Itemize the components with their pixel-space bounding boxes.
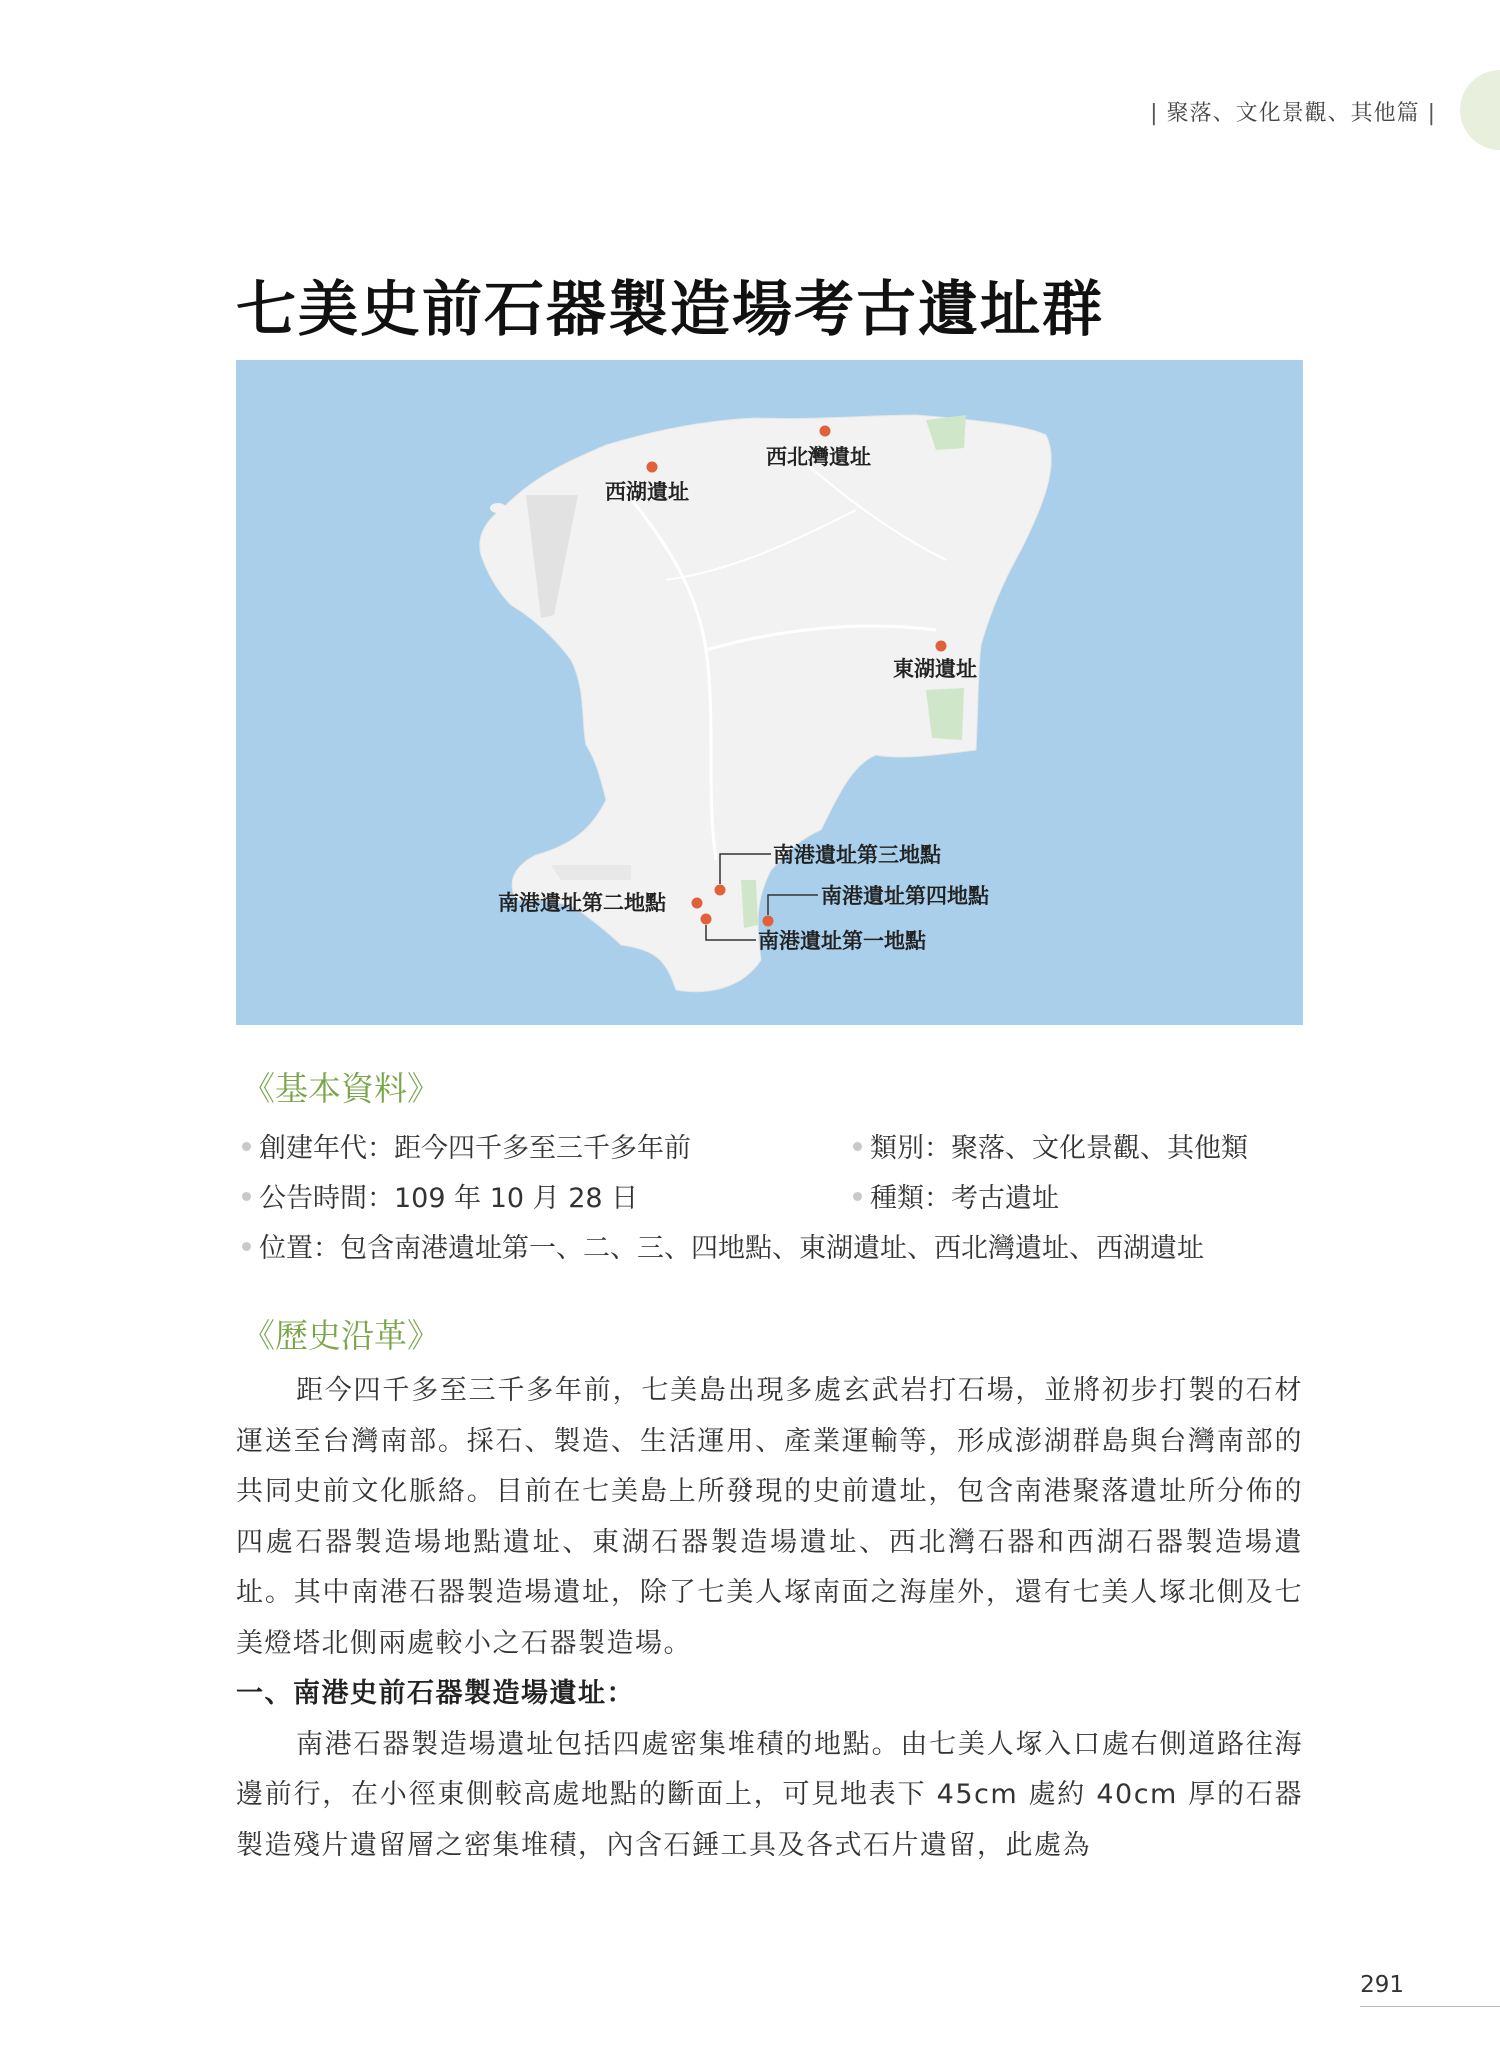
- green-area-east: [926, 688, 964, 740]
- header-bar-right: |: [1427, 101, 1436, 126]
- site-marker-xihu: [647, 462, 658, 473]
- history-paragraph-1: 距今四千多至三千多年前，七美島出現多處玄武岩打石場，並將初步打製的石材運送至台灣南部。採石、製造、生活運用、產業運輸等，形成澎湖群島與台灣南部的共同史前文化脈絡。目前在七美島上所發現的史前遺址，包含南港聚落遺址所分佈的四處石器製造場地點遺址、東湖石器製造場遺址、西北灣石器和西湖石器製造場遺址。其中南港石器製造場遺址，除了七美人塚南面之海崖外，還有七美人塚北側及七美燈塔北側兩處較小之石器製造場。: [236, 1375, 1303, 1659]
- history-body: [236, 1366, 1303, 1871]
- site-map-graphic: [236, 360, 1303, 1025]
- info-announced: [242, 1176, 638, 1215]
- leader-line-nangang-4: [768, 895, 818, 915]
- page-number: 291: [1360, 1972, 1404, 1998]
- bullet-icon: [242, 1142, 251, 1151]
- site-map: [236, 360, 1303, 1025]
- site-marker-nangang-4: [763, 916, 774, 927]
- info-type: [853, 1176, 1059, 1215]
- site-marker-northwest-bay: [820, 426, 831, 437]
- section-header: [1142, 96, 1444, 127]
- bullet-icon: [853, 1142, 862, 1151]
- site-marker-donghu: [936, 641, 947, 652]
- info-type-text: 種類：考古遺址: [870, 1183, 1059, 1214]
- page-title: 七美史前石器製造場考古遺址群: [236, 275, 1104, 345]
- site-label-northwest-bay: 西北灣遺址: [766, 445, 871, 469]
- info-location-text: 位置：包含南港遺址第一、二、三、四地點、東湖遺址、西北灣遺址、西湖遺址: [259, 1233, 1204, 1264]
- site-label-nangang-4: 南港遺址第四地點: [821, 884, 989, 908]
- bullet-icon: [242, 1242, 251, 1251]
- bullet-icon: [242, 1192, 251, 1201]
- basic-info-heading: 《基本資料》: [242, 1069, 440, 1108]
- info-announced-text: 公告時間：109 年 10 月 28 日: [259, 1183, 639, 1214]
- site-label-nangang-3: 南港遺址第三地點: [773, 843, 941, 867]
- islet: [490, 503, 506, 513]
- site-label-nangang-2: 南港遺址第二地點: [498, 891, 666, 915]
- info-category-text: 類別：聚落、文化景觀、其他類: [870, 1133, 1248, 1164]
- history-subheading: 一、南港史前石器製造場遺址：: [236, 1678, 635, 1709]
- site-label-xihu: 西湖遺址: [605, 480, 689, 504]
- site-marker-nangang-1: [701, 914, 712, 925]
- site-marker-nangang-2: [692, 898, 703, 909]
- info-category: [853, 1126, 1248, 1165]
- section-label: 聚落、文化景觀、其他篇: [1166, 101, 1420, 126]
- site-label-nangang-1: 南港遺址第一地點: [758, 929, 926, 953]
- history-heading: 《歷史沿革》: [242, 1316, 440, 1355]
- site-label-donghu: 東湖遺址: [893, 657, 977, 681]
- info-location: [242, 1226, 1204, 1265]
- harbor: [551, 865, 631, 880]
- section-tab-marker: [1460, 70, 1500, 150]
- page-number-rule: [1360, 2006, 1500, 2007]
- site-marker-nangang-3: [715, 885, 726, 896]
- info-created-text: 創建年代：距今四千多至三千多年前: [259, 1133, 691, 1164]
- info-created: [242, 1126, 691, 1165]
- bullet-icon: [853, 1192, 862, 1201]
- history-paragraph-2: 南港石器製造場遺址包括四處密集堆積的地點。由七美人塚入口處右側道路往海邊前行，在小徑東側較高處地點的斷面上，可見地表下 45cm 處約 40cm 厚的石器製造殘片遺留層之密集堆積，內含石錘工具及各式石片遺留，此處為: [236, 1728, 1303, 1861]
- header-bar-left: |: [1150, 101, 1159, 126]
